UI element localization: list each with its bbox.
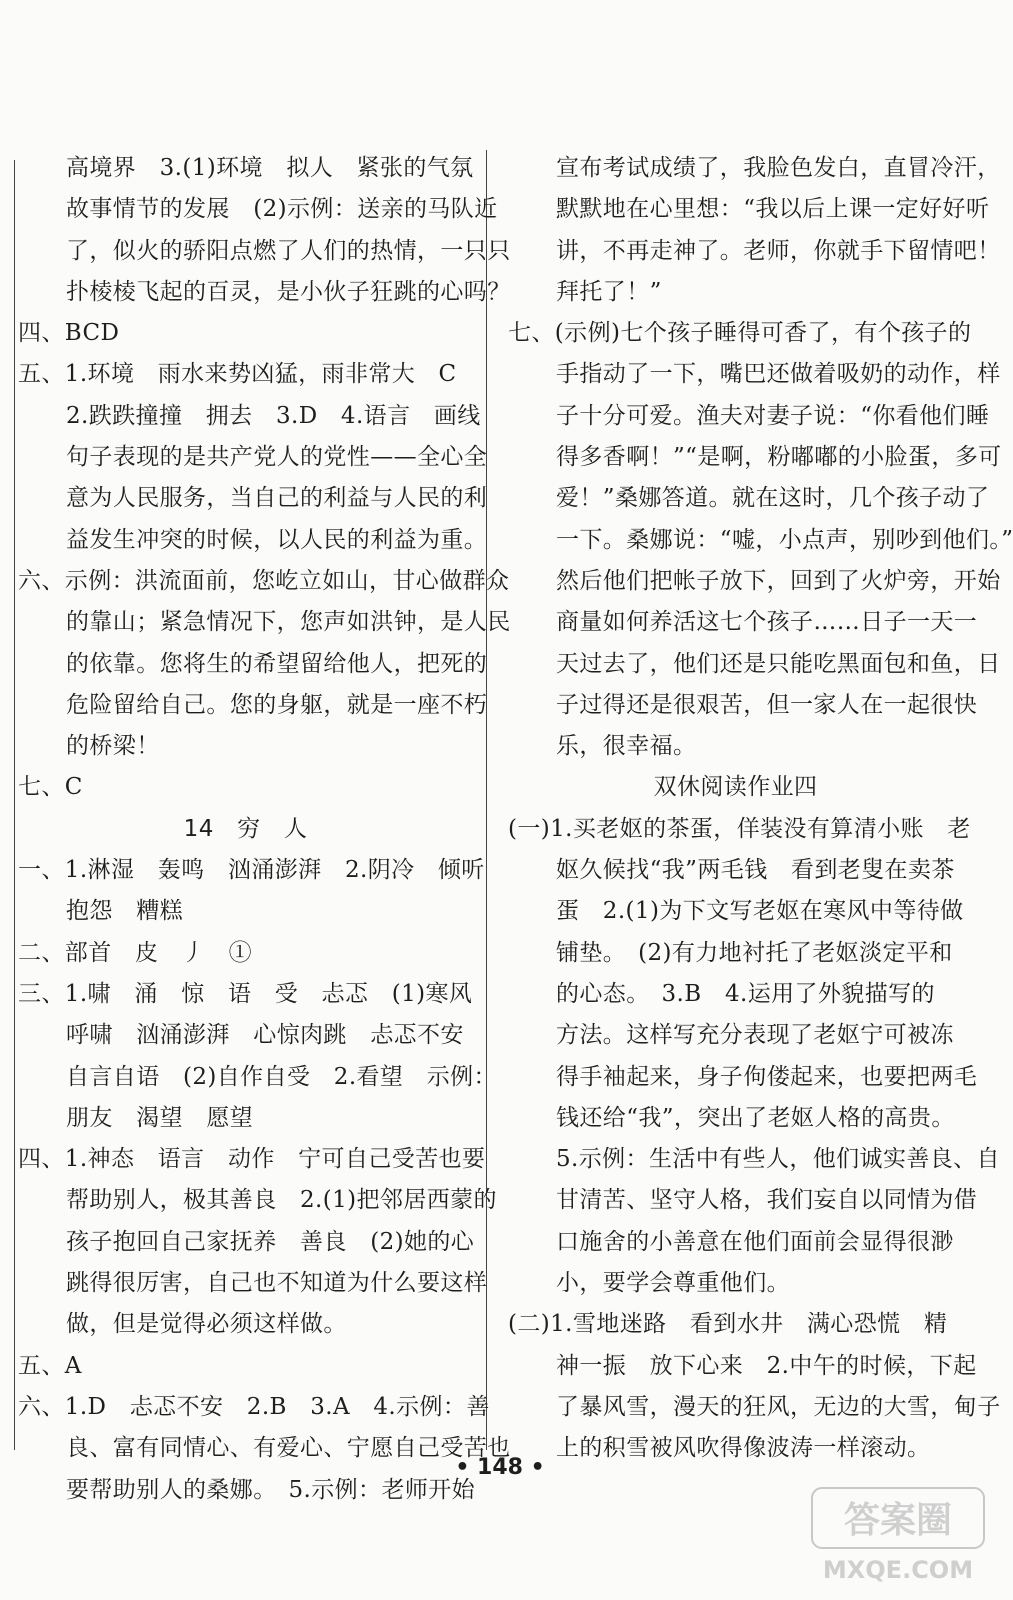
text-line: 帮助别人，极其善良 2.(1)把邻居西蒙的 (66, 1187, 497, 1214)
text-line: 爱！”桑娜答道。就在这时，几个孩子动了 (556, 485, 990, 512)
text-line: 四、1.神态 语言 动作 宁可自己受苦也要 (18, 1146, 486, 1173)
text-line: (一)1.买老妪的茶蛋，佯装没有算清小账 老 (508, 815, 971, 842)
text-line: 方法。这样写充分表现了老妪宁可被冻 (556, 1022, 954, 1049)
text-line: 讲，不再走神了。老师，你就手下留情吧！ (556, 237, 1001, 264)
text-line: 句子表现的是共产党人的党性——全心全 (66, 444, 488, 471)
text-line: 甘清苦、坚守人格，我们妄自以同情为借 (556, 1187, 978, 1214)
text-line: 然后他们把帐子放下，回到了火炉旁，开始 (556, 567, 1001, 594)
text-line: 蛋 2.(1)为下文写老妪在寒风中等待做 (556, 898, 964, 925)
text-line: 七、(示例)七个孩子睡得可香了，有个孩子的 (508, 320, 972, 347)
text-line: 的桥梁！ (66, 733, 160, 760)
text-line: 了暴风雪，漫天的狂风，无边的大雪，甸子 (556, 1393, 1001, 1420)
text-line: 高境界 3.(1)环境 拟人 紧张的气氛 (66, 155, 474, 181)
right-column (508, 148, 1013, 1470)
text-line: 跳得很厉害，自己也不知道为什么要这样 (66, 1270, 488, 1297)
text-line: 宣布考试成绩了，我脸色发白，直冒冷汗， (556, 155, 1001, 181)
text-line: 意为人民服务，当自己的利益与人民的利 (66, 485, 488, 512)
text-line: 乐，很幸福。 (556, 733, 697, 760)
column-divider (486, 150, 487, 1450)
text-line: 口施舍的小善意在他们面前会显得很渺 (556, 1228, 954, 1255)
text-line: 得多香啊！”“是啊，粉嘟嘟的小脸蛋，多可 (556, 444, 1002, 471)
text-line: 5.示例：生活中有些人，他们诚实善良、自 (556, 1146, 1000, 1173)
text-line: 故事情节的发展 (2)示例：送亲的马队近 (66, 196, 498, 223)
text-line: 扑棱棱飞起的百灵，是小伙子狂跳的心吗？ (66, 278, 511, 305)
text-line: 六、1.D 忐忑不安 2.B 3.A 4.示例：善 (18, 1393, 490, 1420)
text-line: 做，但是觉得必须这样做。 (66, 1311, 347, 1338)
text-line: 五、1.环境 雨水来势凶猛，雨非常大 C (18, 361, 457, 388)
text-line: 子十分可爱。渔夫对妻子说：“你看他们睡 (556, 402, 990, 429)
watermark-url: MXQE.COM (822, 1556, 974, 1584)
text-line: 七、C (18, 774, 83, 801)
text-line: 一下。桑娜说：“嘘，小点声，别吵到他们。” (556, 526, 1013, 553)
text-line: 朋友 渴望 愿望 (66, 1104, 254, 1131)
text-line: 手指动了一下，嘴巴还做着吸奶的动作，样 (556, 361, 1001, 388)
text-line: 孩子抱回自己家抚养 善良 (2)她的心 (66, 1228, 475, 1255)
watermark-title: 答案圈 (843, 1500, 953, 1541)
text-line: 二、部首 皮 丿 ① (18, 939, 252, 966)
text-line: 四、BCD (18, 320, 120, 347)
text-line: 益发生冲突的时候，以人民的利益为重。 (66, 526, 488, 553)
text-line: 商量如何养活这七个孩子……日子一天一 (556, 609, 978, 636)
text-line: 六、示例：洪流面前，您屹立如山，甘心做群众 (18, 567, 510, 594)
text-line: 子过得还是很艰苦，但一家人在一起很快 (556, 691, 978, 718)
text-line: 钱还给“我”，突出了老妪人格的高贵。 (556, 1104, 955, 1131)
text-line: 默默地在心里想：“我以后上课一定好好听 (556, 196, 990, 223)
page-number: • 148 • (455, 1455, 545, 1480)
text-line: 要帮助别人的桑娜。 5.示例：老师开始 (66, 1476, 476, 1503)
text-line: (二)1.雪地迷路 看到水井 满心恐慌 精 (508, 1311, 948, 1338)
text-line: 危险留给自己。您的身躯，就是一座不朽 (66, 691, 488, 718)
text-line: 2.跌跌撞撞 拥去 3.D 4.语言 画线 (66, 402, 481, 429)
text-line: 神一振 放下心来 2.中午的时候，下起 (556, 1352, 977, 1379)
text-line: 上的积雪被风吹得像波涛一样滚动。 (556, 1435, 931, 1462)
text-line: 的靠山；紧急情况下，您声如洪钟，是人民 (66, 609, 511, 636)
section-heading: 14 穷 人 (183, 815, 308, 842)
text-line: 三、1.啸 涌 惊 语 受 忐忑 (1)寒风 (18, 980, 473, 1007)
text-line: 拜托了！” (556, 278, 662, 305)
text-line: 呼啸 汹涌澎湃 心惊肉跳 忐忑不安 (66, 1022, 464, 1049)
text-line: 得手袖起来，身子佝偻起来，也要把两毛 (556, 1063, 978, 1090)
section-heading: 双休阅读作业四 (653, 774, 818, 801)
text-line: 的依靠。您将生的希望留给他人，把死的 (66, 650, 488, 677)
text-line: 了，似火的骄阳点燃了人们的热情，一只只 (66, 237, 511, 264)
text-line: 良、富有同情心、有爱心、宁愿自己受苦也 (66, 1435, 511, 1462)
text-line: 妪久候找“我”两毛钱 看到老叟在卖茶 (556, 857, 955, 884)
text-line: 一、1.淋湿 轰鸣 汹涌澎湃 2.阴冷 倾听 (18, 857, 485, 884)
text-line: 抱怨 糟糕 (66, 898, 183, 925)
text-line: 五、A (18, 1352, 82, 1379)
text-line: 小，要学会尊重他们。 (556, 1270, 790, 1297)
watermark-logo (808, 1480, 988, 1590)
text-line: 铺垫。 (2)有力地衬托了老妪淡定平和 (556, 939, 953, 966)
text-line: 天过去了，他们还是只能吃黑面包和鱼，日 (556, 650, 1001, 677)
text-line: 的心态。 3.B 4.运用了外貌描写的 (556, 980, 935, 1007)
text-line: 自言自语 (2)自作自受 2.看望 示例： (66, 1063, 497, 1090)
left-margin-rule (14, 160, 15, 1450)
